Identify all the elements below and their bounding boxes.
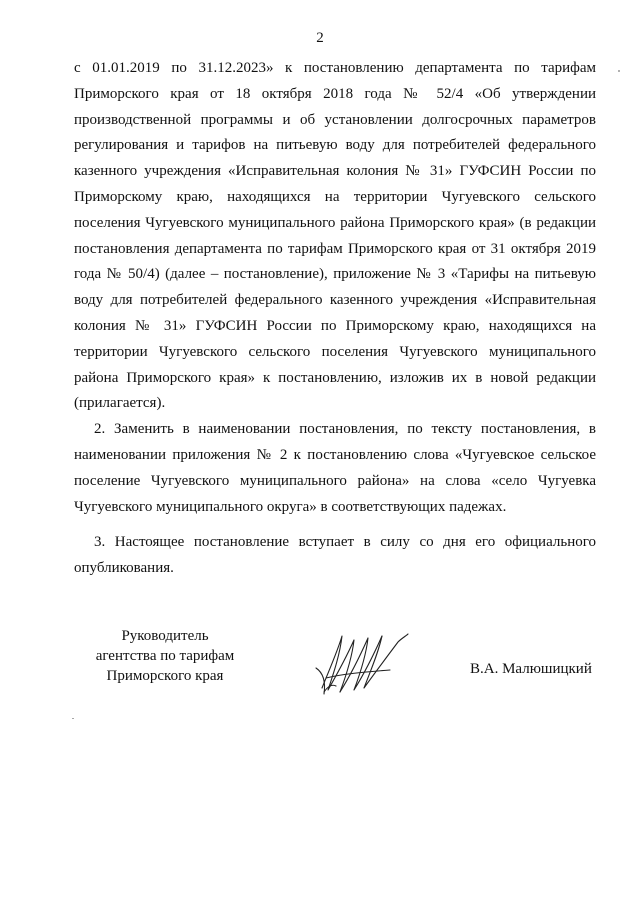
- paragraph-continuation: с 01.01.2019 по 31.12.2023» к постановлению департамента по тарифам Приморского края от 18 октября 2018 года № 52/4 «Об утверждении производственной программы и об установлении долгосрочных параметров регулирования и тарифов на питьевую воду для потребителей федерального казенного учреждения «Исправительная колония № 31» ГУФСИН России по Приморскому краю, находящихся на территории Чугуевского сельского поселения Чугуевского муниципального района Приморского края» (в редакции постановления департамента по тарифам Приморского края от 31 октября 2019 года № 50/4) (далее – постановление), приложение № 3 «Тарифы на питьевую воду для потребителей федерального казенного учреждения «Исправительная колония № 31» ГУФСИН России по Приморскому краю, находящихся на территории Чугуевского сельского поселения Чугуевского муниципального района Приморского края» к постановлению, изложив их в новой редакции (прилагается).: [74, 60, 596, 412]
- handwritten-signature: [312, 628, 412, 700]
- document-body: [74, 56, 596, 582]
- signatory-title-line-1: Руководитель: [121, 628, 209, 644]
- paragraph-item-3: 3. Настоящее постановление вступает в силу со дня его официального опубликования.: [74, 534, 596, 577]
- signatory-title: [80, 626, 250, 686]
- signatory-name: В.А. Малюшицкий: [470, 661, 592, 677]
- signatory-title-line-3: Приморского края: [106, 668, 224, 684]
- page-number: 2: [316, 30, 324, 46]
- signatory-title-line-2: агентства по тарифам: [95, 648, 235, 664]
- paragraph-item-2: 2. Заменить в наименовании постановления, по тексту постановления, в наименовании приложения № 2 к постановлению слова «Чугуевское сельское поселение Чугуевского муниципального района» на слова «село Чугуевка Чугуевского муниципального округа» в соответствующих падежах.: [74, 421, 596, 515]
- scan-speck: [72, 718, 74, 719]
- scan-speck: [618, 70, 620, 72]
